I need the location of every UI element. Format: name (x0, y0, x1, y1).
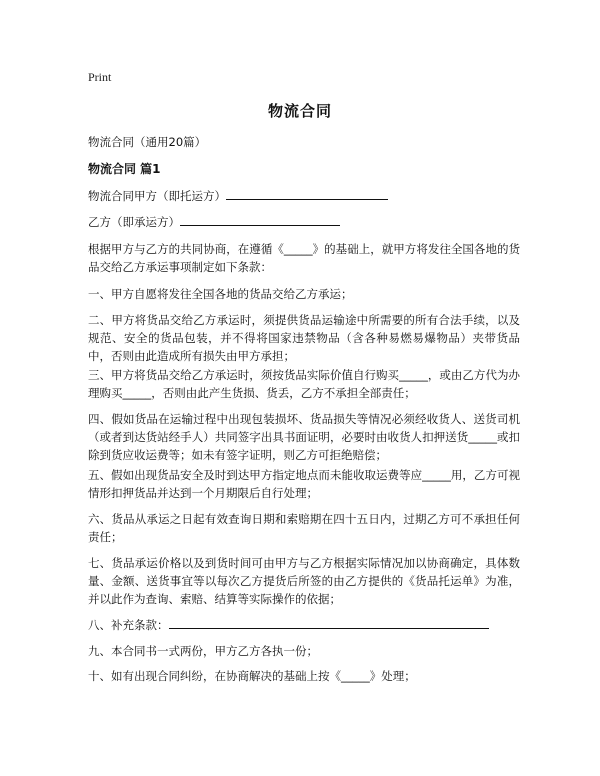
clause-10: 十、如有出现合同纠纷，在协商解决的基础上按《_____》处理； (88, 669, 416, 683)
print-link[interactable]: Print (88, 70, 112, 84)
party-b-line (88, 213, 518, 231)
clause-8 (88, 616, 518, 634)
document-title: 物流合同 (267, 102, 332, 120)
clause-6: 六、货品从承运之日起有效查询日期和索赔期在四十五日内，过期乙方可不承担任何责任； (88, 512, 520, 544)
clause-8-blank (169, 616, 489, 629)
intro-paragraph: 根据甲方与乙方的共同协商，在遵循《_____》的基础上，就甲方将发往全国各地的货品交给乙方承运事项制定如下条款： (88, 242, 520, 274)
clause-2: 二、甲方将货品交给乙方承运时，须提供货品运输途中所需要的所有合法手续，以及规范、安全的货品包装，并不得将国家违禁物品（含各种易燃易爆物品）夹带货品中，否则由此造成所有损失由甲方承担； (88, 313, 520, 363)
clause-3: 三、甲方将货品交给乙方承运时，须按货品实际价值自行购买_____，或由乙方代为办理购买_____，否则由此产生货损、货丢，乙方不承担全部责任； (88, 368, 520, 400)
document-subtitle: 物流合同（通用20篇） (88, 135, 207, 149)
party-b-label: 乙方（即承运方） (88, 215, 180, 229)
clause-5: 五、假如出现货品安全及时到达甲方指定地点而未能收取运费等应_____用，乙方可视情形扣押货品并达到一个月期限后自行处理； (88, 468, 520, 500)
party-a-line (88, 187, 518, 205)
clause-9: 九、本合同书一式两份，甲方乙方各执一份； (88, 644, 318, 658)
section-heading: 物流合同 篇1 (88, 162, 161, 176)
party-a-label: 物流合同甲方（即托运方） (88, 189, 226, 203)
clause-1: 一、甲方自愿将发往全国各地的货品交给乙方承运； (88, 287, 353, 301)
clause-7: 七、货品承运价格以及到货时间可由甲方与乙方根据实际情况加以协商确定，具体数量、金额、送货事宜等以每次乙方提货后所签的由乙方提供的《货品托运单》为准，并以此作为查询、索赔、结算等实际操作的依据； (88, 556, 520, 606)
clause-4: 四、假如货品在运输过程中出现包装损坏、货品损失等情况必须经收货人、送货司机（或者到达货站经手人）共同签字出具书面证明，必要时由收货人扣押送货_____或扣除到货应收运费等；如未有签字证明，则乙方可拒绝赔偿； (88, 412, 520, 462)
party-b-blank (180, 213, 340, 226)
clause-8-label: 八、补充条款： (88, 618, 169, 632)
party-a-blank (226, 187, 388, 200)
